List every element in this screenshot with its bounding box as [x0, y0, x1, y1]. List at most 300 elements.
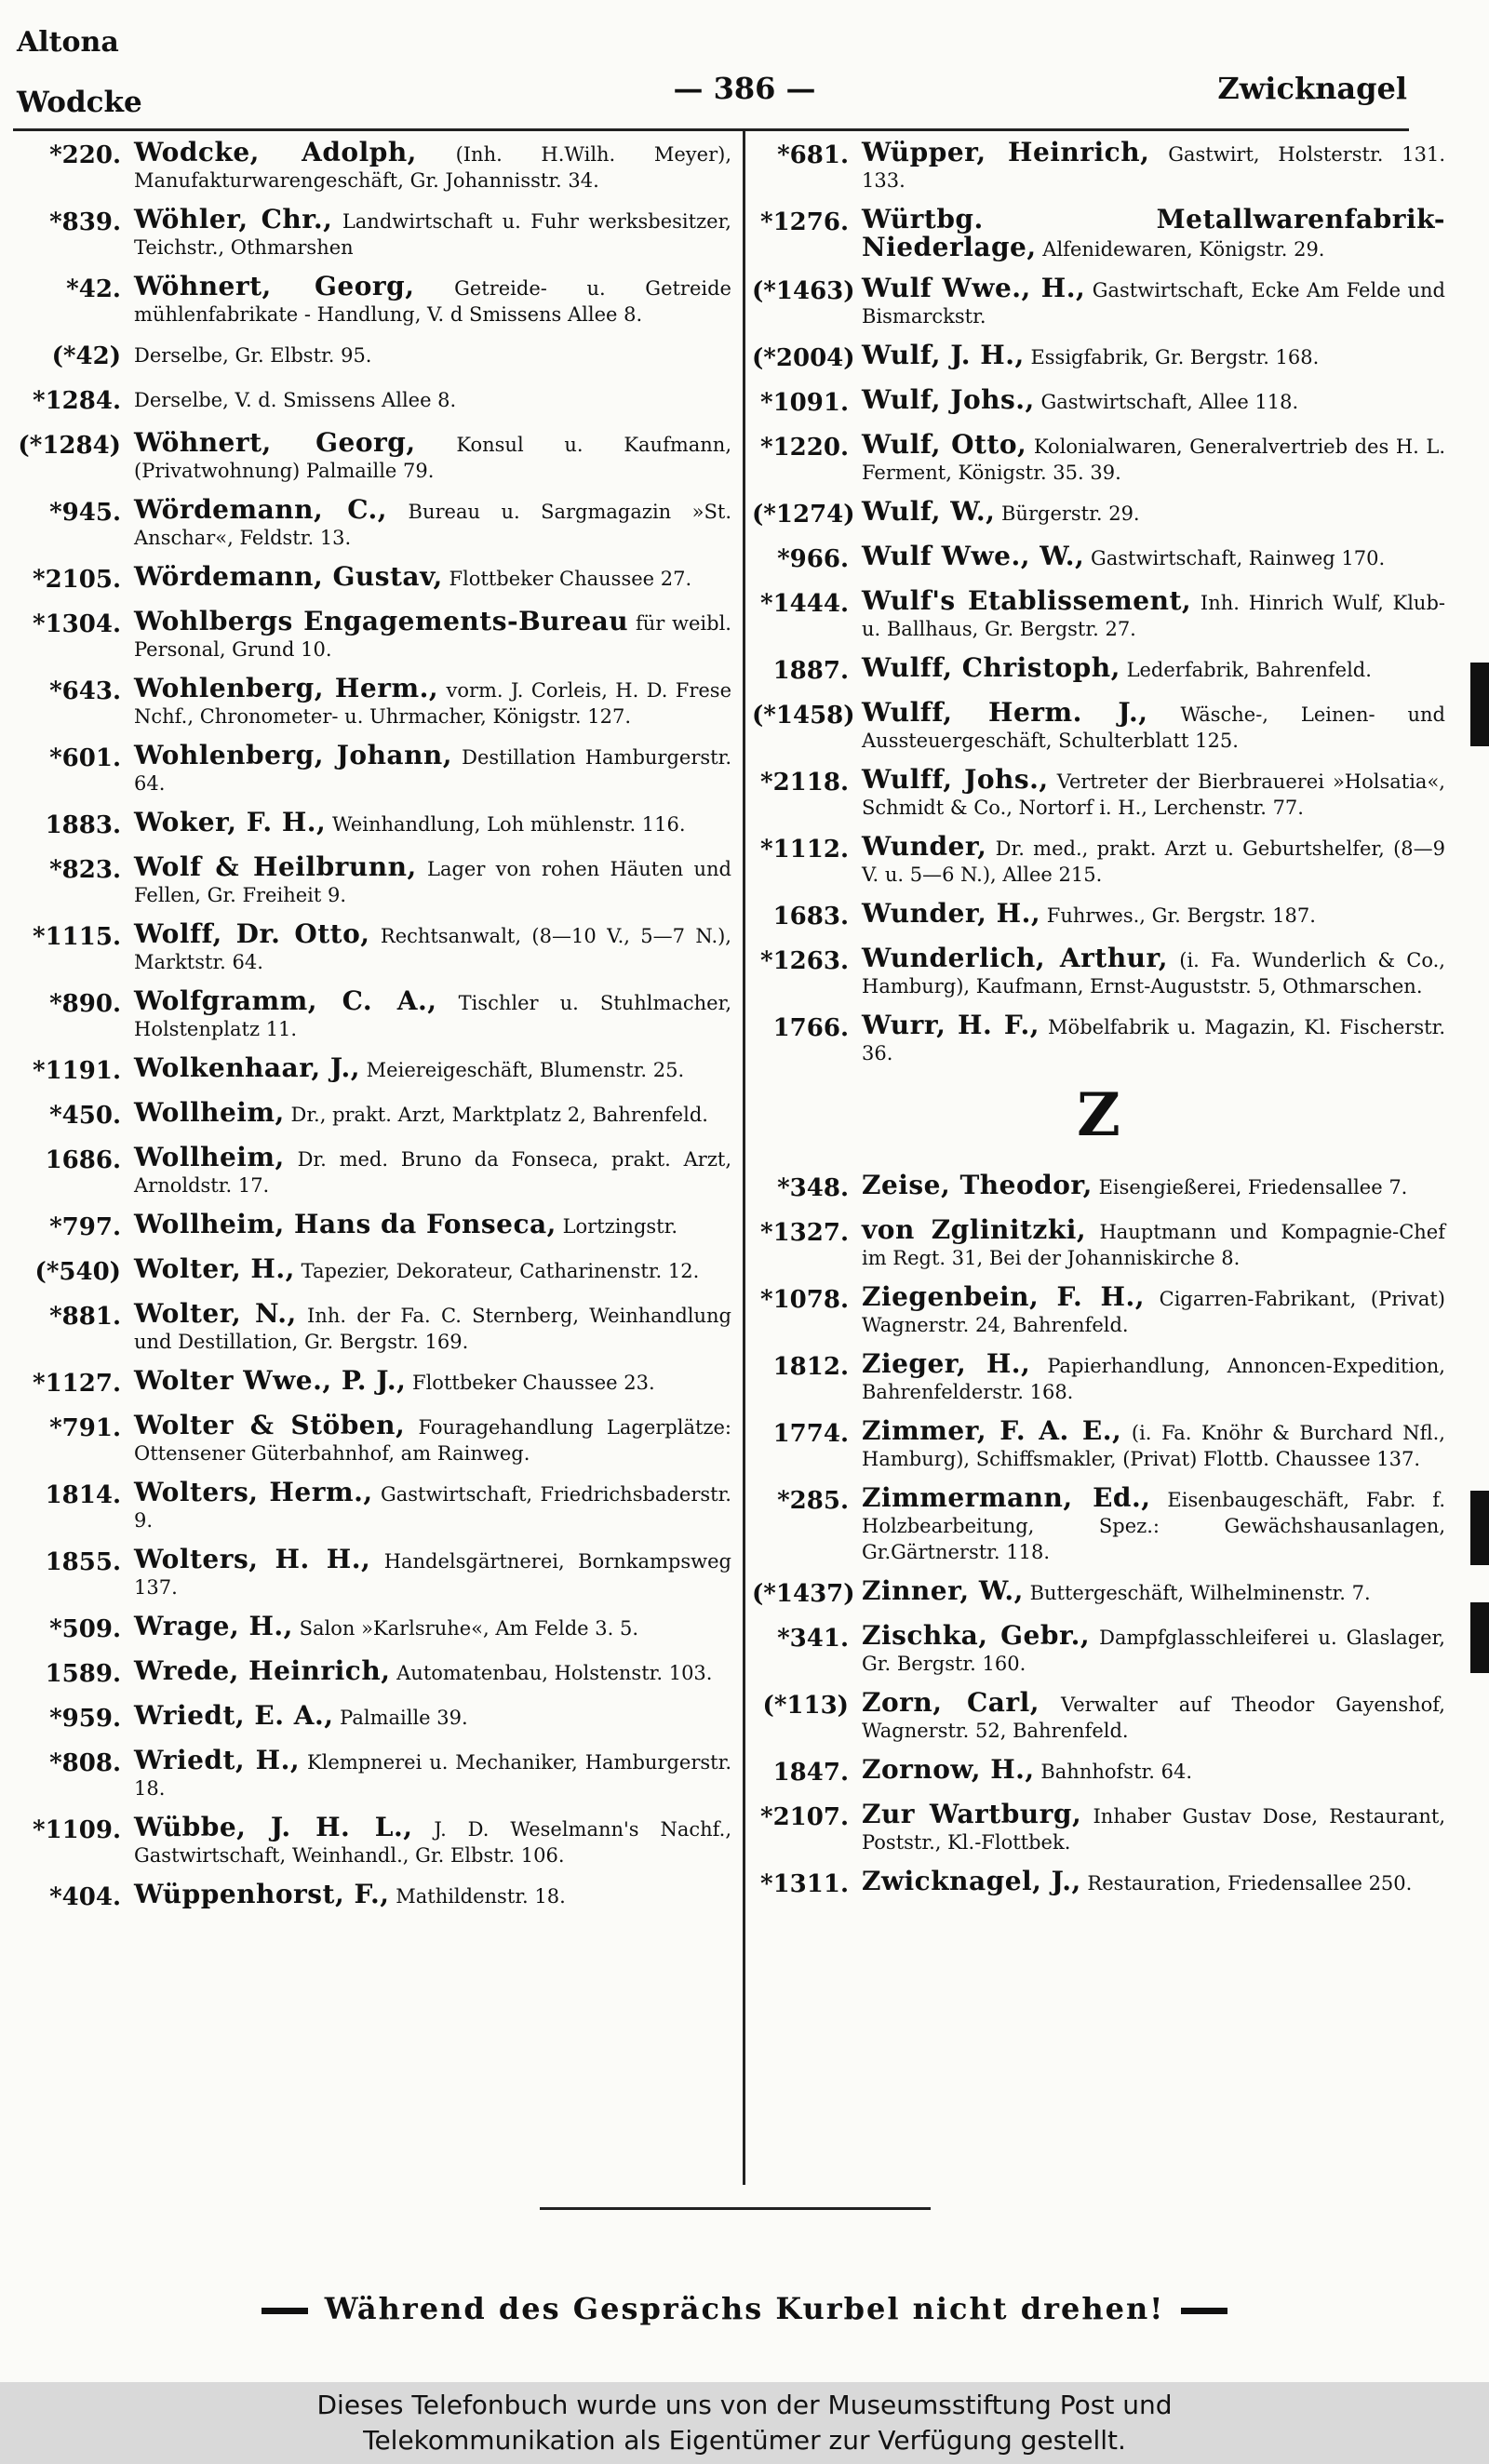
entry-details: Getreide- u. Getreide mühlenfabrikate - Handlung, V. d Smissens Allee 8.	[134, 277, 731, 326]
phone-number: 1774.	[772, 1420, 849, 1448]
phone-number: 1887.	[772, 657, 849, 685]
phone-number: *341.	[777, 1625, 849, 1653]
directory-entry	[752, 831, 1445, 888]
entry-body	[134, 1881, 731, 1909]
entry-details: Lederfabrik, Bahrenfeld.	[1126, 659, 1372, 681]
phone-number: *42.	[66, 275, 121, 303]
entry-name: Wolkenhaar, J.,	[134, 1052, 360, 1083]
entry-details: Palmaille 39.	[340, 1707, 468, 1729]
directory-entry	[752, 543, 1445, 575]
entry-body	[862, 342, 1445, 370]
entry-name: Zeise, Theodor,	[862, 1170, 1093, 1200]
entry-details: Gastwirt, Holsterstr. 131. 133.	[862, 143, 1445, 192]
phone-number: (*1463)	[752, 277, 855, 305]
entry-name: Wulff, Christoph,	[862, 652, 1120, 683]
entry-name: Wulff, Herm. J.,	[862, 697, 1148, 728]
column-divider	[743, 128, 745, 2185]
entry-details: J. D. Weselmann's Nachf., Gastwirtschaft, Weinhandl., Gr. Elbstr. 106.	[134, 1818, 732, 1867]
right-column	[752, 137, 1445, 1913]
entry-name: Wurr, H. F.,	[862, 1010, 1040, 1040]
entry-name: Ziegenbein, F. H.,	[862, 1281, 1145, 1312]
entry-body	[134, 1700, 731, 1731]
entry-body	[134, 494, 731, 551]
directory-entry	[752, 697, 1445, 754]
entry-details: Restauration, Friedensallee 250.	[1087, 1872, 1413, 1895]
entry-details: Klempnerei u. Mechaniker, Hamburgerstr. 18.	[134, 1751, 732, 1800]
directory-entry	[752, 585, 1445, 642]
entry-body	[134, 1142, 731, 1199]
phone-number: 1814.	[45, 1481, 121, 1509]
entry-body	[134, 271, 731, 328]
entry-details: Cigarren-Fabrikant, (Privat) Wagnerstr. 24, Bahrenfeld.	[862, 1288, 1445, 1336]
directory-entry	[752, 1754, 1445, 1788]
entry-details: Bürgerstr. 29.	[1001, 502, 1140, 525]
entry-details: Destillation Hamburgerstr. 64.	[134, 746, 731, 795]
directory-entry	[752, 1172, 1445, 1204]
directory-entry	[752, 898, 1445, 932]
entry-body	[862, 652, 1445, 683]
phone-number: *1078.	[759, 1286, 849, 1314]
phone-number: 1766.	[772, 1014, 849, 1042]
entry-body	[134, 807, 731, 837]
footer-note-text: Während des Gesprächs Kurbel nicht drehen!	[324, 2291, 1165, 2326]
directory-entry	[15, 606, 731, 663]
entry-details: Vertreter der Bierbrauerei »Holsatia«, Schmidt & Co., Nortorf i. H., Lerchenstr. 77.	[862, 770, 1445, 819]
entry-name: Wolter Wwe., P. J.,	[134, 1365, 407, 1396]
entry-body	[862, 204, 1445, 262]
phone-number: *1263.	[759, 947, 849, 975]
entry-name: Wördemann, C.,	[134, 494, 388, 525]
phone-number: *1220.	[759, 434, 849, 462]
entry-name: Zwicknagel, J.,	[862, 1866, 1081, 1896]
entry-body	[134, 1298, 731, 1355]
entry-details: Dr. med. Bruno da Fonseca, prakt. Arzt, Arnoldstr. 17.	[134, 1148, 731, 1197]
entry-details: Derselbe, V. d. Smissens Allee 8.	[134, 389, 457, 411]
entry-body	[134, 1611, 731, 1641]
directory-entry	[752, 1281, 1445, 1338]
directory-entry	[15, 740, 731, 797]
entry-details: Hauptmann und Kompagnie-Chef im Regt. 31, Bei der Johanniskirche 8.	[862, 1221, 1445, 1269]
phone-number: *643.	[49, 677, 121, 705]
entry-body	[862, 1348, 1445, 1405]
phone-number: *2118.	[759, 769, 849, 797]
phone-number: (*1284)	[18, 432, 121, 460]
directory-entry	[15, 1209, 731, 1243]
phone-number: *404.	[49, 1883, 121, 1911]
entry-details: Inh. der Fa. C. Sternberg, Weinhandlung und Destillation, Gr. Bergstr. 169.	[134, 1305, 731, 1353]
entry-body	[134, 1745, 732, 1801]
directory-entry	[752, 496, 1445, 530]
directory-entry	[752, 275, 1445, 329]
entry-body	[862, 764, 1445, 821]
entry-name: Wollheim,	[134, 1097, 285, 1128]
directory-entry	[752, 137, 1445, 194]
phone-number: *220.	[49, 141, 121, 169]
directory-entry	[15, 851, 731, 908]
entry-details: Essigfabrik, Gr. Bergstr. 168.	[1030, 346, 1320, 368]
directory-entry	[15, 1365, 731, 1399]
entry-name: Wöhler, Chr.,	[134, 204, 333, 234]
directory-entry	[752, 1575, 1445, 1610]
phone-number: *1327.	[759, 1219, 849, 1247]
phone-number: *1276.	[759, 208, 849, 236]
entry-details: Flottbeker Chaussee 27.	[449, 568, 692, 590]
entry-details: Tischler u. Stuhlmacher, Holstenplatz 11.	[134, 992, 731, 1040]
entry-body	[134, 427, 731, 484]
entry-body	[862, 1482, 1445, 1565]
entry-name: Wrage, H.,	[134, 1611, 293, 1641]
directory-entry	[752, 384, 1445, 419]
entry-body	[134, 137, 731, 194]
entry-name: Wulff, Johs.,	[862, 764, 1049, 795]
directory-entry	[15, 1477, 731, 1533]
entry-name: Wohlenberg, Johann,	[134, 740, 453, 770]
entry-name: Wolf & Heilbrunn,	[134, 851, 417, 882]
entry-body	[134, 341, 731, 368]
phone-number: (*113)	[762, 1692, 849, 1720]
entry-name: Wrede, Heinrich,	[134, 1655, 391, 1686]
entry-body	[134, 1097, 731, 1128]
entry-name: Würtbg. Metallwarenfabrik-Niederlage,	[862, 204, 1445, 262]
entry-body	[862, 384, 1445, 415]
entry-body	[862, 697, 1445, 754]
entry-details: Tapezier, Dekorateur, Catharinenstr. 12.	[301, 1260, 700, 1282]
entry-name: Zornow, H.,	[862, 1754, 1035, 1785]
entry-body	[134, 985, 731, 1042]
entry-body	[134, 606, 731, 663]
entry-details: Eisengießerei, Friedensallee 7.	[1098, 1176, 1408, 1199]
header-rule	[13, 128, 1409, 131]
directory-entry	[15, 1812, 732, 1868]
entry-name: Wulf, Johs.,	[862, 384, 1035, 415]
entry-name: Wolter, N.,	[134, 1298, 297, 1329]
entry-body	[134, 1477, 731, 1533]
phone-number: 1589.	[45, 1660, 121, 1688]
directory-entry	[752, 342, 1445, 374]
entry-name: Wüpper, Heinrich,	[862, 137, 1150, 167]
entry-name: Wulf Wwe., W.,	[862, 541, 1085, 571]
entry-details: Konsul u. Kaufmann, (Privatwohnung) Palmaille 79.	[134, 434, 731, 482]
directory-entry	[752, 204, 1445, 262]
entry-details: vorm. J. Corleis, H. D. Frese Nchf., Chronometer- u. Uhrmacher, Königstr. 127.	[134, 679, 732, 728]
phone-number: *881.	[49, 1303, 121, 1331]
directory-entry	[752, 1868, 1445, 1900]
phone-number: 1883.	[45, 811, 121, 839]
phone-number: *1284.	[32, 387, 121, 415]
entry-details: Inh. Hinrich Wulf, Klub- u. Ballhaus, Gr. Bergstr. 27.	[862, 592, 1445, 640]
entry-name: Wollheim,	[134, 1142, 285, 1172]
entry-name: Wolter, H.,	[134, 1253, 295, 1284]
entry-details: Meiereigeschäft, Blumenstr. 25.	[366, 1059, 685, 1081]
directory-entry	[15, 918, 731, 975]
entry-name: Wolfgramm, C. A.,	[134, 985, 437, 1016]
entry-name: Wolff, Dr. Otto,	[134, 918, 370, 949]
directory-entry	[15, 341, 731, 372]
phone-number: *509.	[49, 1615, 121, 1643]
bottom-rule	[540, 2207, 931, 2210]
phone-number: *2107.	[759, 1803, 849, 1831]
entry-name: Wodcke, Adolph,	[134, 137, 417, 167]
directory-entry	[15, 1052, 731, 1087]
directory-entry	[752, 1012, 1445, 1066]
directory-entry	[15, 1410, 731, 1466]
phone-number: (*1458)	[752, 702, 855, 730]
entry-body	[134, 918, 731, 975]
entry-body	[862, 137, 1445, 194]
phone-number: *285.	[777, 1487, 849, 1515]
dash-right	[1181, 2308, 1227, 2314]
directory-entry	[15, 427, 731, 484]
entry-details: Handelsgärtnerei, Bornkampsweg 137.	[134, 1550, 731, 1599]
phone-number: *348.	[777, 1174, 849, 1202]
entry-name: Zimmer, F. A. E.,	[862, 1415, 1122, 1446]
entry-details: Lortzingstr.	[562, 1215, 678, 1238]
footer-note	[0, 2291, 1489, 2326]
phone-number: *2105.	[32, 566, 121, 594]
directory-entry	[15, 1881, 731, 1913]
entry-name: Wunderlich, Arthur,	[862, 943, 1169, 973]
page-tab-mark	[1470, 1602, 1489, 1673]
entry-body	[862, 1868, 1445, 1896]
attribution-line-1: Dieses Telefonbuch wurde uns von der Museumsstiftung Post und	[316, 2390, 1173, 2420]
attribution-line-2: Telekommunikation als Eigentümer zur Verfügung gestellt.	[363, 2425, 1126, 2456]
entry-name: Wöhnert, Georg,	[134, 271, 415, 301]
entry-name: Wübbe, J. H. L.,	[134, 1812, 413, 1842]
header-place: Altona	[17, 26, 119, 59]
entry-body	[862, 1415, 1445, 1472]
section-letter: Z	[1077, 1080, 1120, 1150]
entry-details: Flottbeker Chaussee 23.	[412, 1372, 655, 1394]
entry-body	[134, 1253, 731, 1284]
phone-number: *681.	[777, 141, 849, 169]
entry-name: Zinner, W.,	[862, 1575, 1024, 1606]
entry-details: Gastwirtschaft, Allee 118.	[1040, 391, 1299, 413]
entry-body	[862, 1281, 1445, 1338]
entry-details: Papierhandlung, Annoncen-Expedition, Bahrenfelderstr. 168.	[862, 1355, 1445, 1403]
entry-details: Alfenidewaren, Königstr. 29.	[1042, 238, 1325, 261]
directory-entry	[15, 1253, 731, 1288]
entry-details: Bahnhofstr. 64.	[1040, 1761, 1192, 1783]
entry-body	[862, 898, 1445, 929]
entry-details: Möbelfabrik u. Magazin, Kl. Fischerstr. 36.	[862, 1016, 1445, 1065]
entry-body	[862, 1687, 1445, 1744]
entry-body	[862, 1575, 1445, 1606]
directory-entry	[752, 429, 1445, 486]
entry-body	[134, 561, 731, 592]
entry-body	[862, 275, 1445, 329]
entry-body	[134, 385, 731, 413]
entry-name: Wüppenhorst, F.,	[134, 1879, 390, 1909]
entry-body	[862, 1801, 1445, 1855]
entry-body	[862, 945, 1445, 999]
entry-details: Kolonialwaren, Generalvertrieb des H. L. Ferment, Königstr. 35. 39.	[862, 435, 1445, 484]
entry-details: (i. Fa. Wunderlich & Co., Hamburg), Kaufmann, Ernst-Auguststr. 5, Othmarschen.	[862, 949, 1445, 998]
directory-entry	[752, 1801, 1445, 1855]
entry-name: Zischka, Gebr.,	[862, 1620, 1091, 1651]
entry-details: Bureau u. Sargmagazin »St. Anschar«, Feldstr. 13.	[134, 501, 731, 549]
directory-entry	[15, 561, 731, 596]
directory-entry	[752, 945, 1445, 999]
entry-details: für weibl. Personal, Grund 10.	[134, 612, 731, 661]
entry-details: (i. Fa. Knöhr & Burchard Nfl., Hamburg), Schiffsmakler, (Privat) Flottb. Chaussee 137.	[862, 1422, 1445, 1470]
entry-body	[134, 1655, 731, 1686]
phone-number: *823.	[49, 856, 121, 884]
entry-name: Wolters, Herm.,	[134, 1477, 373, 1507]
phone-number: *1127.	[32, 1370, 121, 1398]
phone-number: *839.	[49, 208, 121, 236]
phone-number: (*1437)	[752, 1580, 855, 1608]
entry-name: Wriedt, H.,	[134, 1745, 301, 1775]
entry-body	[134, 1544, 731, 1600]
directory-entry	[15, 1544, 731, 1600]
entry-body	[134, 1410, 731, 1466]
phone-number: *450.	[49, 1102, 121, 1130]
entry-body	[134, 1052, 731, 1083]
phone-number: 1812.	[772, 1353, 849, 1381]
entry-details: Eisenbaugeschäft, Fabr. f. Holzbearbeitung, Spez.: Gewächshausanlagen, Gr.Gärtnerstr. 118.	[862, 1489, 1445, 1563]
phone-number: *959.	[49, 1705, 121, 1733]
entry-body	[862, 1172, 1445, 1200]
phone-number: *966.	[777, 545, 849, 573]
directory-entry	[752, 1687, 1445, 1744]
phone-number: *1304.	[32, 610, 121, 638]
entry-body	[862, 1754, 1445, 1785]
entry-name: Wulf Wwe., H.,	[862, 273, 1086, 303]
entry-details: Dr. med., prakt. Arzt u. Geburtshelfer, (8—9 V. u. 5—6 N.), Allee 215.	[862, 837, 1445, 886]
phone-number: *1109.	[32, 1816, 121, 1844]
phone-number: *890.	[49, 990, 121, 1018]
entry-body	[862, 1620, 1445, 1677]
entry-name: Zimmermann, Ed.,	[862, 1482, 1151, 1513]
entry-name: Wohlbergs Engagements-Bureau	[134, 606, 629, 636]
phone-number: (*1274)	[752, 501, 855, 529]
entry-details: Gastwirtschaft, Friedrichsbaderstr. 9.	[134, 1483, 731, 1532]
entry-details: Gastwirtschaft, Ecke Am Felde und Bismarckstr.	[862, 279, 1445, 328]
phone-number: 1847.	[772, 1759, 849, 1787]
directory-entry	[15, 1611, 731, 1645]
directory-entry	[15, 1655, 731, 1690]
entry-body	[862, 1012, 1445, 1066]
phone-number: (*2004)	[752, 344, 855, 372]
entry-details: Fuhrwes., Gr. Bergstr. 187.	[1046, 904, 1316, 927]
directory-entry	[752, 1415, 1445, 1472]
entry-name: Wolters, H. H.,	[134, 1544, 371, 1574]
entry-details: Fouragehandlung Lagerplätze: Ottensener Güterbahnhof, am Rainweg.	[134, 1416, 731, 1465]
entry-name: Wolter & Stöben,	[134, 1410, 406, 1440]
entry-body	[862, 496, 1445, 527]
entry-name: Wöhnert, Georg,	[134, 427, 416, 458]
directory-entry	[15, 204, 731, 261]
directory-entry	[15, 271, 731, 328]
directory-entry	[752, 1214, 1445, 1271]
entry-details: Wäsche-, Leinen- und Aussteuergeschäft, Schulterblatt 125.	[862, 703, 1445, 752]
phone-number: *601.	[49, 744, 121, 772]
entry-name: Zieger, H.,	[862, 1348, 1031, 1379]
entry-body	[862, 429, 1445, 486]
page-tab-mark	[1470, 1491, 1489, 1565]
directory-entry	[15, 807, 731, 841]
entry-body	[134, 1812, 732, 1868]
phone-number: (*42)	[51, 342, 121, 370]
attribution-bar	[0, 2382, 1489, 2464]
directory-entry	[752, 1620, 1445, 1677]
entry-details: Dampfglasschleiferei u. Glaslager, Gr. Bergstr. 160.	[862, 1627, 1445, 1675]
phone-number: *1112.	[759, 836, 849, 864]
entry-body	[134, 851, 731, 908]
entry-name: von Zglinitzki,	[862, 1214, 1087, 1245]
directory-entry	[752, 1348, 1445, 1405]
entry-name: Woker, F. H.,	[134, 807, 327, 837]
entry-body	[862, 831, 1445, 888]
phone-number: *1115.	[32, 923, 121, 951]
dash-left	[262, 2308, 308, 2314]
entry-details: (Inh. H.Wilh. Meyer), Manufakturwarengeschäft, Gr. Johannisstr. 34.	[134, 143, 731, 192]
phone-number: 1686.	[45, 1146, 121, 1174]
directory-entry	[752, 764, 1445, 821]
entry-details: Inhaber Gustav Dose, Restaurant, Poststr., Kl.-Flottbek.	[862, 1805, 1445, 1854]
entry-body	[134, 204, 731, 261]
entry-body	[862, 1214, 1445, 1271]
phone-number: 1683.	[772, 903, 849, 931]
header-first-entry: Wodcke	[17, 86, 142, 119]
entry-body	[134, 1365, 731, 1396]
phone-number: *1191.	[32, 1057, 121, 1085]
page-tab-mark	[1470, 663, 1489, 746]
entry-details: Buttergeschäft, Wilhelminenstr. 7.	[1029, 1582, 1371, 1604]
entry-name: Wohlenberg, Herm.,	[134, 673, 439, 703]
entry-body	[862, 585, 1445, 642]
entry-name: Wulf's Etablissement,	[862, 585, 1192, 616]
directory-entry	[15, 1097, 731, 1132]
entry-details: Salon »Karlsruhe«, Am Felde 3. 5.	[299, 1617, 638, 1640]
phone-number: *1091.	[759, 389, 849, 417]
entry-name: Wollheim, Hans da Fonseca,	[134, 1209, 557, 1239]
directory-entry	[15, 1298, 731, 1355]
entry-name: Wunder, H.,	[862, 898, 1041, 929]
directory-entry	[752, 1482, 1445, 1565]
directory-entry	[15, 985, 731, 1042]
entry-details: Lager von rohen Häuten und Fellen, Gr. Freiheit 9.	[134, 858, 731, 906]
entry-details: Verwalter auf Theodor Gayenshof, Wagnerstr. 52, Bahrenfeld.	[862, 1694, 1445, 1742]
entry-name: Wulf, Otto,	[862, 429, 1027, 460]
entry-details: Weinhandlung, Loh mühlenstr. 116.	[331, 813, 686, 836]
page-number: — 386 —	[673, 71, 816, 106]
phone-number: *945.	[49, 499, 121, 527]
entry-details: Gastwirtschaft, Rainweg 170.	[1090, 547, 1386, 569]
directory-entry	[15, 1142, 731, 1199]
entry-details: Derselbe, Gr. Elbstr. 95.	[134, 344, 372, 367]
directory-entry	[15, 385, 731, 417]
entry-body	[862, 543, 1445, 571]
directory-entry	[15, 494, 731, 551]
entry-details: Landwirtschaft u. Fuhr werksbesitzer, Teichstr., Othmarshen	[134, 210, 731, 259]
phone-number: *1444.	[759, 590, 849, 618]
entry-body	[134, 1209, 731, 1239]
directory-entry	[15, 673, 732, 730]
entry-body	[134, 740, 731, 797]
entry-name: Wriedt, E. A.,	[134, 1700, 334, 1731]
directory-entry	[15, 1745, 732, 1801]
entry-body	[134, 673, 732, 730]
directory-entry	[752, 652, 1445, 687]
entry-name: Wunder,	[862, 831, 987, 862]
entry-name: Wördemann, Gustav,	[134, 561, 443, 592]
directory-entry	[15, 137, 731, 194]
phone-number: (*540)	[34, 1258, 121, 1286]
phone-number: *1311.	[759, 1870, 849, 1898]
entry-details: Automatenbau, Holstenstr. 103.	[396, 1662, 713, 1684]
phone-number: *797.	[49, 1213, 121, 1241]
